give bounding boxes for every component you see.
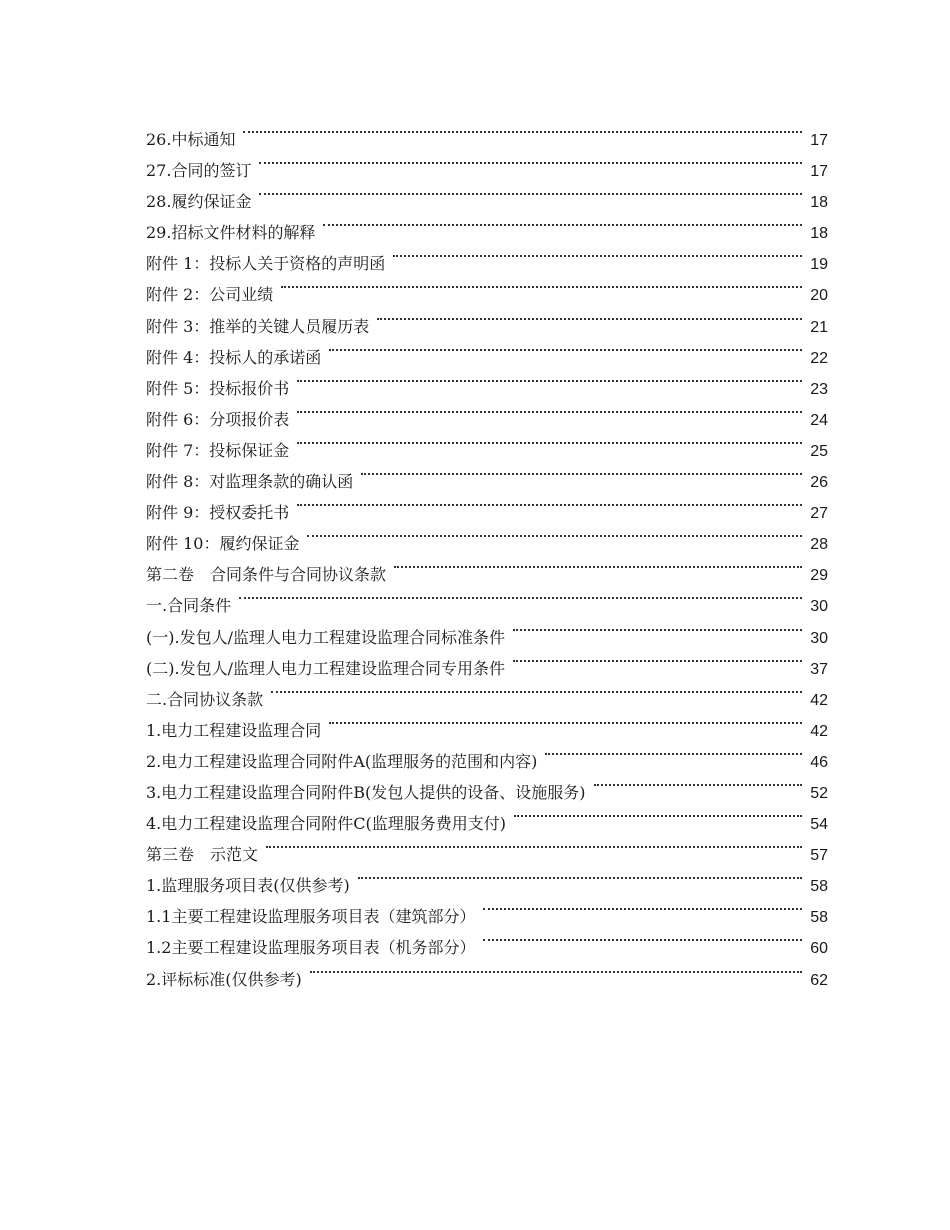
toc-entry-page: 17 xyxy=(810,163,828,181)
toc-dot-leader xyxy=(361,456,802,487)
toc-entry-page: 57 xyxy=(810,847,828,865)
toc-entry-title: 第二卷 合同条件与合同协议条款 xyxy=(146,565,387,585)
toc-dot-leader xyxy=(239,580,802,611)
toc-entry-title: 附件 10：履约保证金 xyxy=(146,534,300,554)
toc-entry-page: 42 xyxy=(810,722,828,740)
toc-dot-leader xyxy=(323,207,802,238)
toc-dot-leader xyxy=(329,332,802,363)
toc-entry-page: 30 xyxy=(810,598,828,616)
toc-entry-title: 附件 7：投标保证金 xyxy=(146,440,290,460)
toc-dot-leader xyxy=(329,705,802,736)
toc-entry-title: 附件 1：投标人关于资格的声明函 xyxy=(146,254,386,274)
toc-entry-page: 27 xyxy=(810,505,828,523)
toc-entry-title: 4.电力工程建设监理合同附件C(监理服务费用支付) xyxy=(146,814,506,834)
toc-entry-page: 22 xyxy=(810,349,828,367)
toc-dot-leader xyxy=(297,363,802,394)
toc-entry[interactable] xyxy=(146,114,828,149)
toc-entry-page: 21 xyxy=(810,318,828,336)
toc-dot-leader xyxy=(297,487,802,518)
toc-entry-title: 附件 3：推举的关键人员履历表 xyxy=(146,316,370,336)
toc-entry-page: 62 xyxy=(810,971,828,989)
toc-entry-title: 二.合同协议条款 xyxy=(146,689,264,709)
toc-entry-title: 附件 9：授权委托书 xyxy=(146,503,290,523)
toc-entry-title: 2.电力工程建设监理合同附件A(监理服务的范围和内容) xyxy=(146,751,538,771)
toc-entry-page: 52 xyxy=(810,784,828,802)
toc-entry-title: 28.履约保证金 xyxy=(146,192,252,212)
toc-entry-page: 23 xyxy=(810,380,828,398)
toc-entry-page: 17 xyxy=(810,132,828,149)
toc-entry-title: 附件 5：投标报价书 xyxy=(146,378,290,398)
toc-entry-page: 46 xyxy=(810,753,828,771)
toc-dot-leader xyxy=(513,643,802,674)
toc-dot-leader xyxy=(594,767,802,798)
toc-entry-title: 附件 2：公司业绩 xyxy=(146,285,274,305)
toc-entry-page: 19 xyxy=(810,256,828,274)
table-of-contents xyxy=(146,114,828,989)
toc-dot-leader xyxy=(483,922,802,953)
toc-dot-leader xyxy=(513,612,802,643)
toc-entry-page: 26 xyxy=(810,474,828,492)
toc-entry-page: 18 xyxy=(810,194,828,212)
toc-entry-page: 28 xyxy=(810,536,828,554)
toc-entry-title: 一.合同条件 xyxy=(146,596,232,616)
toc-entry-title: 3.电力工程建设监理合同附件B(发包人提供的设备、设施服务) xyxy=(146,782,586,802)
toc-entry-page: 42 xyxy=(810,691,828,709)
toc-entry-title: (二).发包人/监理人电力工程建设监理合同专用条件 xyxy=(146,658,505,678)
toc-dot-leader xyxy=(259,145,802,176)
toc-dot-leader xyxy=(483,891,802,922)
toc-entry-title: 1.2主要工程建设监理服务项目表（机务部分） xyxy=(146,938,476,958)
toc-entry-title: 29.招标文件材料的解释 xyxy=(146,223,316,243)
toc-dot-leader xyxy=(243,114,802,145)
toc-dot-leader xyxy=(394,549,802,580)
toc-entry-title: 2.评标标准(仅供参考) xyxy=(146,969,302,989)
toc-entry[interactable] xyxy=(146,580,828,616)
toc-entry-title: 附件 6：分项报价表 xyxy=(146,409,290,429)
toc-entry-title: 附件 8：对监理条款的确认函 xyxy=(146,472,354,492)
toc-entry-title: 1.1主要工程建设监理服务项目表（建筑部分） xyxy=(146,907,476,927)
toc-entry-page: 58 xyxy=(810,909,828,927)
toc-entry-title: 附件 4：投标人的承诺函 xyxy=(146,347,322,367)
toc-entry-page: 30 xyxy=(810,629,828,647)
toc-dot-leader xyxy=(514,798,802,829)
toc-dot-leader xyxy=(307,518,802,549)
toc-entry-title: (一).发包人/监理人电力工程建设监理合同标准条件 xyxy=(146,627,505,647)
toc-dot-leader xyxy=(297,425,802,456)
toc-dot-leader xyxy=(271,674,802,705)
toc-dot-leader xyxy=(259,176,802,207)
toc-dot-leader xyxy=(297,394,802,425)
toc-entry-page: 37 xyxy=(810,660,828,678)
toc-entry-page: 60 xyxy=(810,940,828,958)
toc-entry-title: 26.中标通知 xyxy=(146,130,236,149)
toc-dot-leader xyxy=(281,269,802,300)
toc-dot-leader xyxy=(310,954,802,985)
toc-entry-page: 20 xyxy=(810,287,828,305)
toc-entry-page: 24 xyxy=(810,411,828,429)
toc-entry-page: 54 xyxy=(810,816,828,834)
toc-entry-title: 27.合同的签订 xyxy=(146,161,252,181)
toc-entry-title: 1.监理服务项目表(仅供参考) xyxy=(146,876,350,896)
toc-entry-title: 1.电力工程建设监理合同 xyxy=(146,720,322,740)
toc-dot-leader xyxy=(358,860,802,891)
toc-entry-page: 58 xyxy=(810,878,828,896)
toc-dot-leader xyxy=(377,301,802,332)
toc-entry[interactable] xyxy=(146,145,828,181)
toc-entry-page: 25 xyxy=(810,442,828,460)
toc-dot-leader xyxy=(545,736,802,767)
toc-dot-leader xyxy=(266,829,802,860)
toc-dot-leader xyxy=(393,238,802,269)
toc-entry-title: 第三卷 示范文 xyxy=(146,845,259,865)
toc-entry-page: 18 xyxy=(810,225,828,243)
toc-entry[interactable] xyxy=(146,612,828,647)
toc-entry-page: 29 xyxy=(810,567,828,585)
